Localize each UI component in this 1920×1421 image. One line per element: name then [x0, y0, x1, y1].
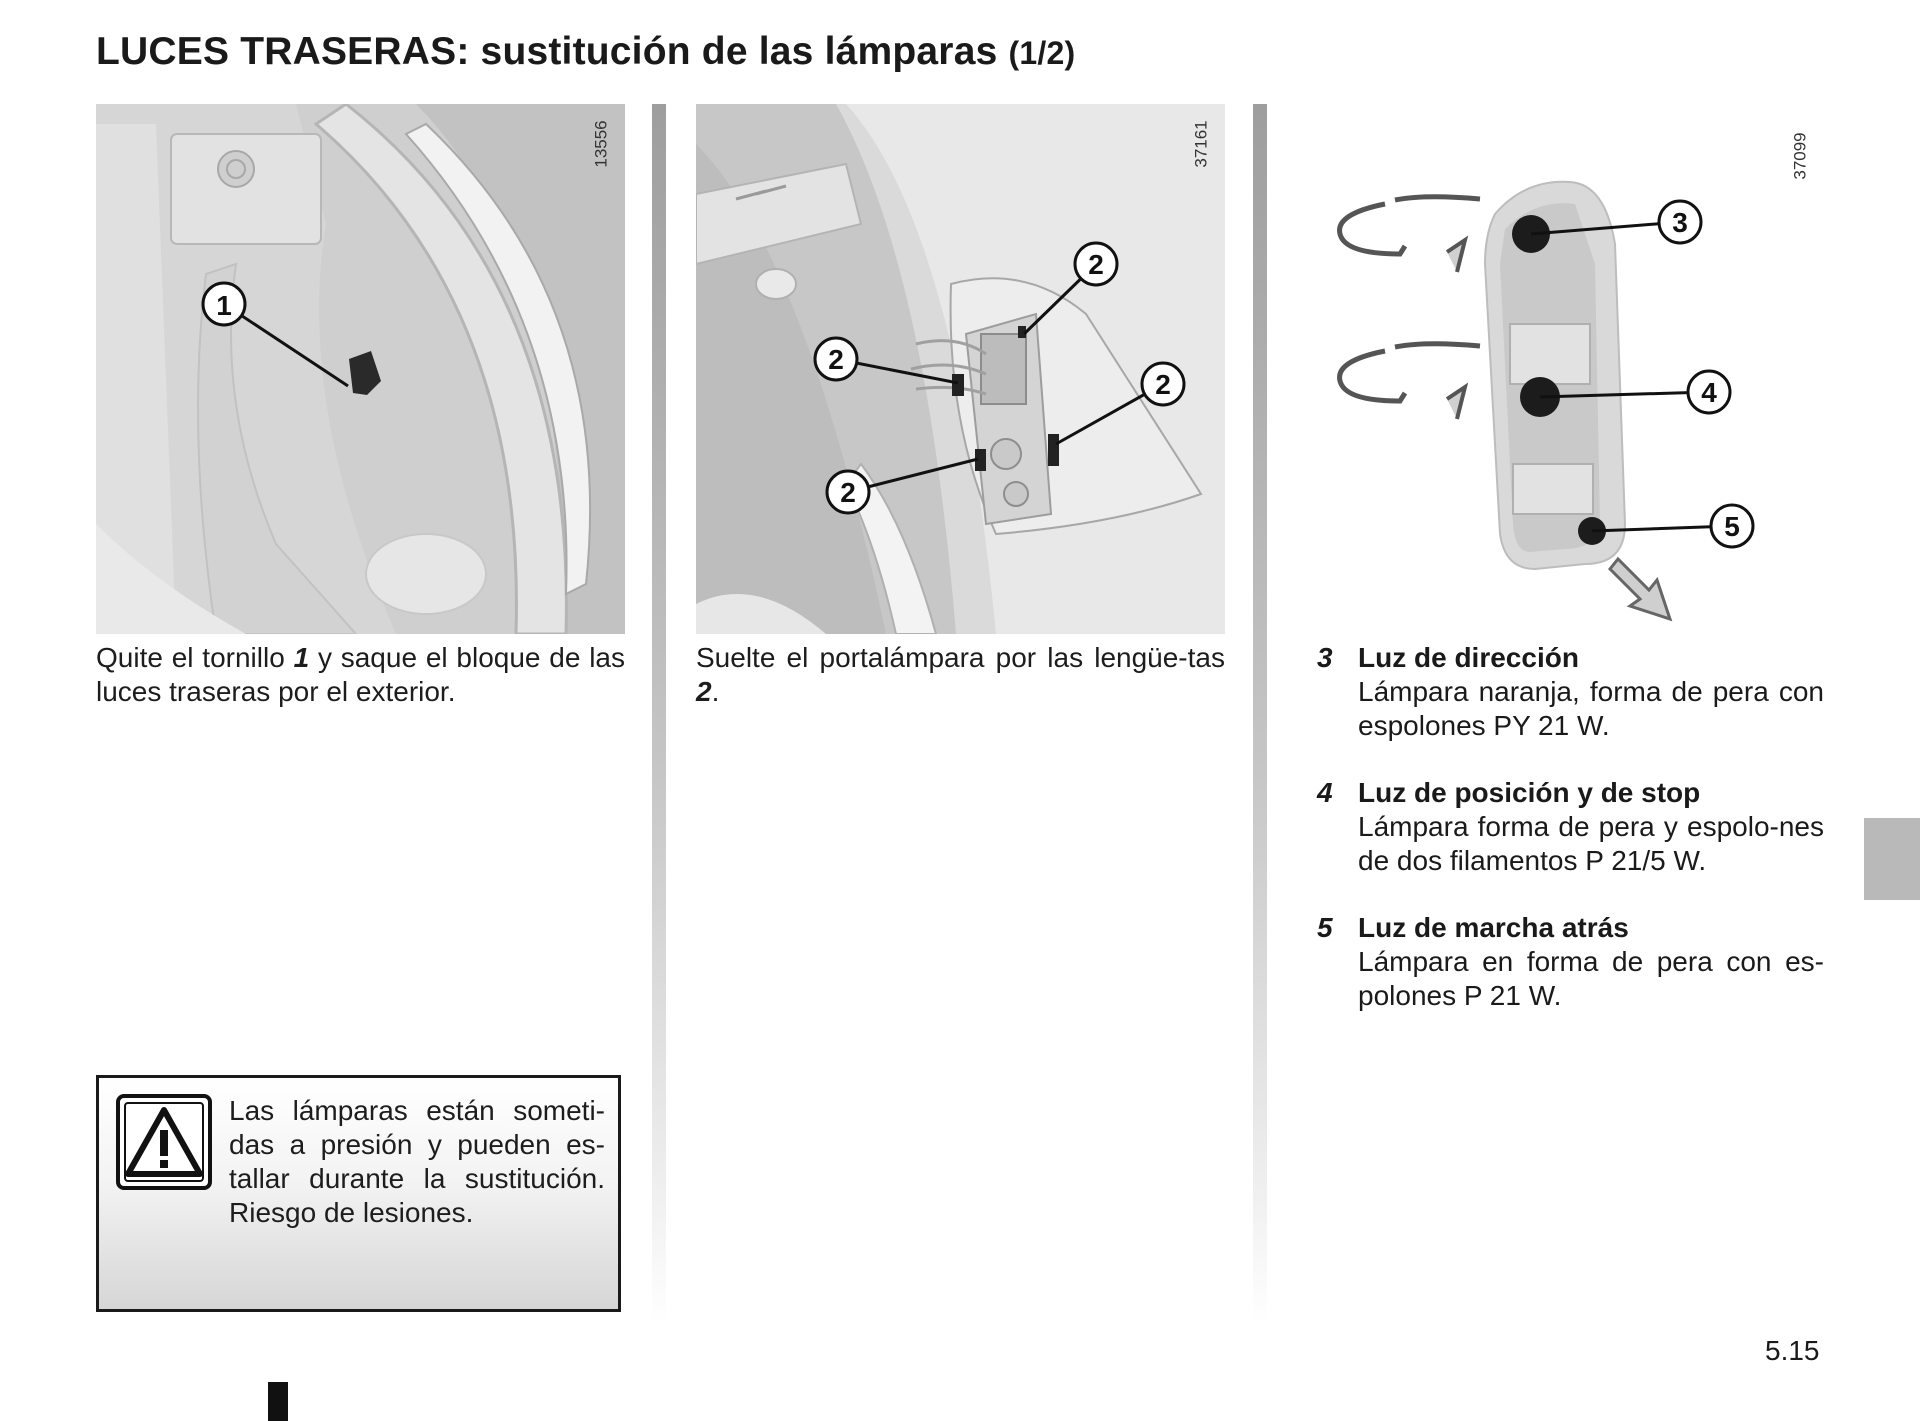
lamp-name: Luz de posición y de stop — [1358, 777, 1701, 808]
callout-2-right: 2 — [1155, 369, 1171, 400]
lamp-item-position-stop — [1314, 776, 1824, 878]
page-title-part: (1/2) — [1008, 35, 1076, 71]
instruction-text: Quite el tornillo — [96, 642, 294, 673]
callout-2-top: 2 — [1088, 249, 1104, 280]
lamp-number: 3 — [1317, 642, 1333, 673]
callout-2-left: 2 — [828, 344, 844, 375]
lamp-name: Luz de dirección — [1358, 642, 1579, 673]
instruction-remove-screw — [96, 641, 625, 709]
lamp-number: 4 — [1317, 777, 1333, 808]
callout-2-bottom: 2 — [840, 477, 856, 508]
figure-lamp-unit-drawing — [1295, 104, 1824, 634]
figure-trunk-screw-drawing — [96, 104, 625, 634]
instruction-text: y saque el bloque de las luces traseras por el exterior. — [96, 642, 625, 707]
warning-icon — [116, 1094, 212, 1190]
warning-text: Las lámparas están someti-das a presión y pueden es-tallar durante la sustitución. Riesgo de lesiones. — [229, 1095, 605, 1228]
warning-box — [96, 1075, 621, 1312]
column-separator-left — [652, 104, 666, 1324]
instruction-text: Suelte el portalámpara por las lengüe-tas — [696, 642, 1225, 673]
column-separator-right — [1253, 104, 1267, 1324]
page-title-main: LUCES TRASERAS: sustitución de las lámparas — [96, 30, 998, 73]
figure-reference: 37161 — [1191, 120, 1211, 168]
section-tab — [1864, 818, 1920, 900]
callout-3: 3 — [1672, 207, 1688, 238]
lamp-number: 5 — [1317, 912, 1333, 943]
instruction-release-holder — [696, 641, 1225, 709]
lamp-item-turn-signal — [1314, 641, 1824, 743]
figure-trunk-screw — [96, 104, 625, 634]
lamp-name: Luz de marcha atrás — [1358, 912, 1629, 943]
figure-lamp-holder-drawing — [696, 104, 1225, 634]
instruction-text: . — [711, 676, 720, 707]
page-title — [96, 30, 1075, 74]
figure-reference: 37099 — [1790, 132, 1810, 180]
callout-1: 1 — [216, 290, 232, 321]
instruction-ref: 1 — [293, 642, 310, 673]
callout-4: 4 — [1701, 377, 1717, 408]
page-number: 5.15 — [1765, 1335, 1820, 1366]
lamp-description: Lámpara en forma de pera con es-polones P 21 W. — [1358, 946, 1824, 1011]
lamp-description: Lámpara naranja, forma de pera con espolones PY 21 W. — [1358, 676, 1824, 741]
figure-reference: 13556 — [591, 120, 611, 168]
lamp-list — [1314, 641, 1824, 1046]
lamp-description: Lámpara forma de pera y espolo-nes de dos filamentos P 21/5 W. — [1358, 811, 1824, 876]
callout-5: 5 — [1724, 511, 1740, 542]
margin-mark — [268, 1382, 288, 1421]
instruction-ref: 2 — [696, 676, 712, 707]
figure-lamp-unit — [1295, 104, 1824, 634]
lamp-item-reverse — [1314, 911, 1824, 1013]
figure-lamp-holder — [696, 104, 1225, 634]
